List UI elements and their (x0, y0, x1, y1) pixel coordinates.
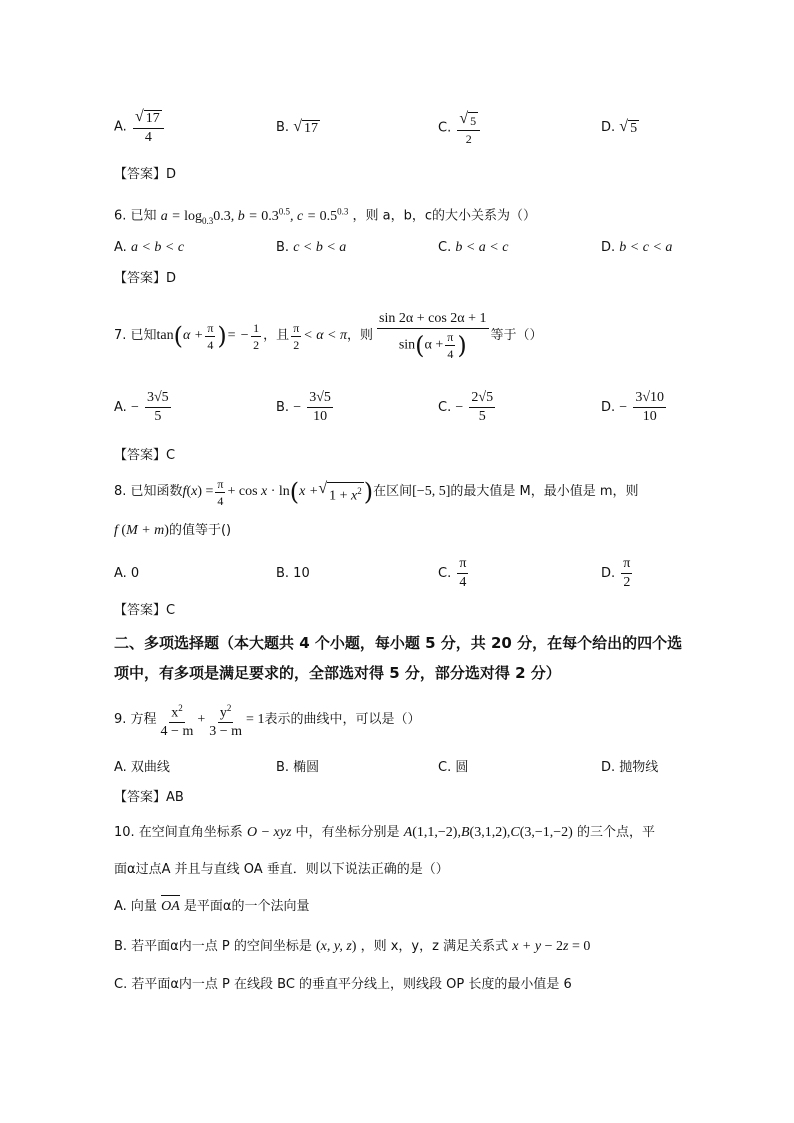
q7-option-b[interactable]: B. − $\frac{3√5}{10}$ (276, 390, 331, 424)
q5-option-c[interactable]: C. √ 5 2 (438, 110, 482, 146)
q8-option-a[interactable]: A. 0 (114, 566, 140, 581)
q7-option-a[interactable]: A. − $\frac{3√5}{5}$ (114, 390, 169, 424)
q9-option-b[interactable]: B. 椭圆 (276, 760, 320, 775)
q10-option-c[interactable]: C. 若平面α内一点 P 在线段 BC 的垂直平分线上，则线段 OP 长度的最小值是 6 (114, 977, 572, 992)
q6-answer: 【答案】D (114, 271, 177, 286)
q10-stem: 10. 在空间直角坐标系 O − xyz 中，有坐标分别是 A(1,1,−2),B(3,1,2),C(3,−1,−2) 的三个点，平 (114, 825, 655, 840)
q6-option-a[interactable]: A. a < b < c (114, 240, 185, 255)
q9-stem: 9. 方程 $\frac{x^2}{4 - m}$ + $\frac{y^2}{3 - m}$ = 1 表示的曲线中，可以是（） (114, 700, 420, 740)
q7-option-c[interactable]: C. − $\frac{2√5}{5}$ (438, 390, 494, 424)
q10-stem-line2: 面α过点A 并且与直线 OA 垂直．则以下说法正确的是（） (114, 862, 449, 877)
q6-stem: 6. 已知 $a = \log_{0.3}0.3$, $b = 0.3^{0.5}$, $c = 0.5^{0.3}$ ，则 a，b，c的大小关系为（） (114, 206, 537, 226)
q6-option-c[interactable]: C. b < a < c (438, 240, 509, 255)
q8-option-c[interactable]: C. $\frac{\pi}{4}$ (438, 556, 467, 590)
q8-option-d[interactable]: D. $\frac{\pi}{2}$ (601, 556, 631, 590)
q8-option-b[interactable]: B. 10 (276, 566, 310, 581)
q10-option-b[interactable]: B. 若平面α内一点 P 的空间坐标是 (x, y, z) ，则 x，y，z 满足关系式 x + y − 2z = 0 (114, 939, 591, 954)
q8-stem-line2: f (M + m)的值等于() (114, 523, 232, 538)
q5-option-b[interactable]: B. √ 17 (276, 118, 318, 136)
section-heading-line1: 二、多项选择题（本大题共 4 个小题，每小题 5 分，共 20 分，在每个给出的四个选 (114, 634, 683, 652)
q7-answer: 【答案】C (114, 448, 176, 463)
q8-answer: 【答案】C (114, 603, 176, 618)
q7-option-d[interactable]: D. − $\frac{3√10}{10}$ (601, 390, 665, 424)
q6-option-b[interactable]: B. c < b < a (276, 240, 347, 255)
section-heading-line2: 项中，有多项是满足要求的，全部选对得 5 分，部分选对得 2 分） (114, 664, 561, 682)
q8-stem: 8. 已知函数 f ( x ) = $\frac{\pi}{4}$ + cos x · ln ( x + √ $1 + x^2$ ) 在区间 [−5, 5] 的最大值是 M，最小值是 m，则 (114, 476, 639, 508)
q5-option-a-fraction: √ 17 4 (133, 108, 164, 146)
q9-option-c[interactable]: C. 圆 (438, 760, 469, 775)
q9-answer: 【答案】AB (114, 790, 184, 805)
q5-option-d[interactable]: D. √ 5 (601, 118, 638, 136)
q5-answer: 【答案】D (114, 167, 177, 182)
q7-stem: 7. 已知 tan ( α + $\frac{\pi}{4}$ ) = − $\frac{1}{2}$ ，且 $\frac{\pi}{2}$ < α < π ，则 sin 2α + cos 2α + 1 sin(α + $\frac{\pi}{4}$ ) 等于（） (114, 311, 543, 361)
q10-option-a[interactable]: A. 向量 OA 是平面α的一个法向量 (114, 899, 310, 914)
q9-option-a[interactable]: A. 双曲线 (114, 760, 170, 775)
q5-option-a[interactable]: A. √ 17 4 (114, 108, 166, 146)
q9-option-d[interactable]: D. 抛物线 (601, 760, 659, 775)
q6-option-d[interactable]: D. b < c < a (601, 240, 673, 255)
